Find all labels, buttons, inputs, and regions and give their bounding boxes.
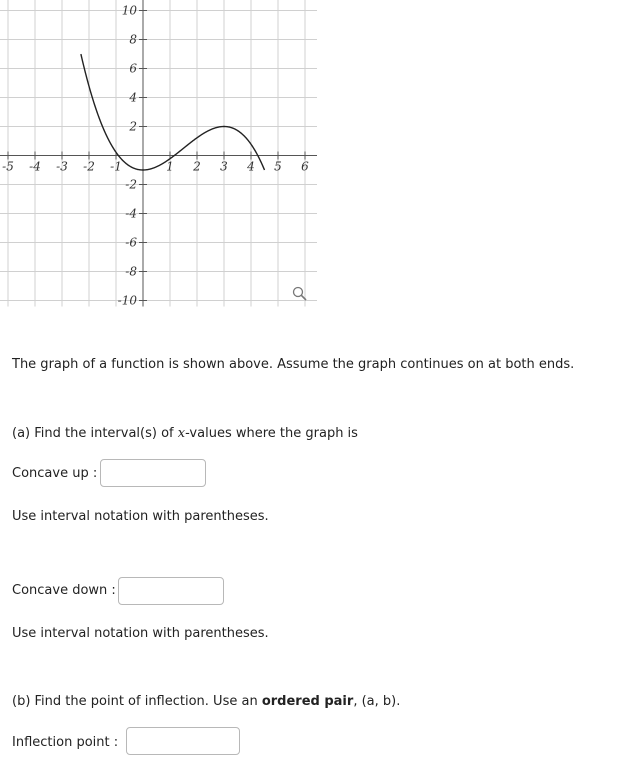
y-tick-label: -6 [125, 235, 137, 250]
function-graph [0, 0, 320, 312]
inflection-point-label: Inflection point : [12, 735, 119, 750]
grid [0, 0, 317, 307]
part-a-prompt-start: (a) Find the interval(s) of [12, 426, 178, 441]
x-tick-label: 6 [301, 159, 309, 174]
x-tick-label: -5 [2, 159, 14, 174]
intro-text: The graph of a function is shown above. Assume the graph continues on at both ends. [12, 357, 575, 372]
hint-2: Use interval notation with parentheses. [12, 626, 269, 641]
zoom-icon[interactable] [294, 288, 307, 301]
x-tick-label: 5 [274, 159, 282, 174]
x-tick-label: -4 [29, 159, 41, 174]
concave-up-label: Concave up : [12, 466, 98, 481]
ordered-pair-emphasis: ordered pair [261, 694, 354, 709]
part-a-prompt-end: -values where the graph is [185, 426, 358, 441]
axes [0, 0, 317, 307]
concave-down-label: Concave down : [12, 583, 116, 598]
y-tick-label: 2 [129, 119, 137, 134]
x-tick-label: 2 [193, 159, 201, 174]
concave-down-input[interactable] [118, 577, 224, 605]
y-tick-label: -10 [117, 293, 137, 308]
x-axis-ticks [0, 152, 309, 174]
part-b-prompt-start: (b) Find the point of inflection. Use an [12, 694, 262, 709]
y-tick-label: -2 [125, 177, 137, 192]
concave-up-input[interactable] [100, 459, 206, 487]
y-tick-label: -8 [125, 264, 137, 279]
hint-1: Use interval notation with parentheses. [12, 509, 269, 524]
variable-x: x [177, 426, 186, 441]
y-tick-label: 8 [129, 32, 137, 47]
part-b-prompt-end: , (a, b). [353, 694, 401, 709]
x-tick-label: -1 [110, 159, 122, 174]
y-tick-label: -4 [125, 206, 137, 221]
part-b-prompt [12, 694, 400, 709]
x-tick-label: -2 [83, 159, 95, 174]
x-tick-label: -3 [56, 159, 68, 174]
x-tick-label: 1 [166, 159, 174, 174]
x-tick-label: 4 [247, 159, 255, 174]
y-tick-label: 6 [129, 61, 137, 76]
y-tick-label: 4 [129, 90, 137, 105]
x-tick-label: 3 [220, 159, 228, 174]
function-curve [81, 54, 265, 170]
y-tick-label: 10 [121, 3, 137, 18]
inflection-point-input[interactable] [126, 727, 240, 755]
part-a-prompt [12, 426, 358, 441]
